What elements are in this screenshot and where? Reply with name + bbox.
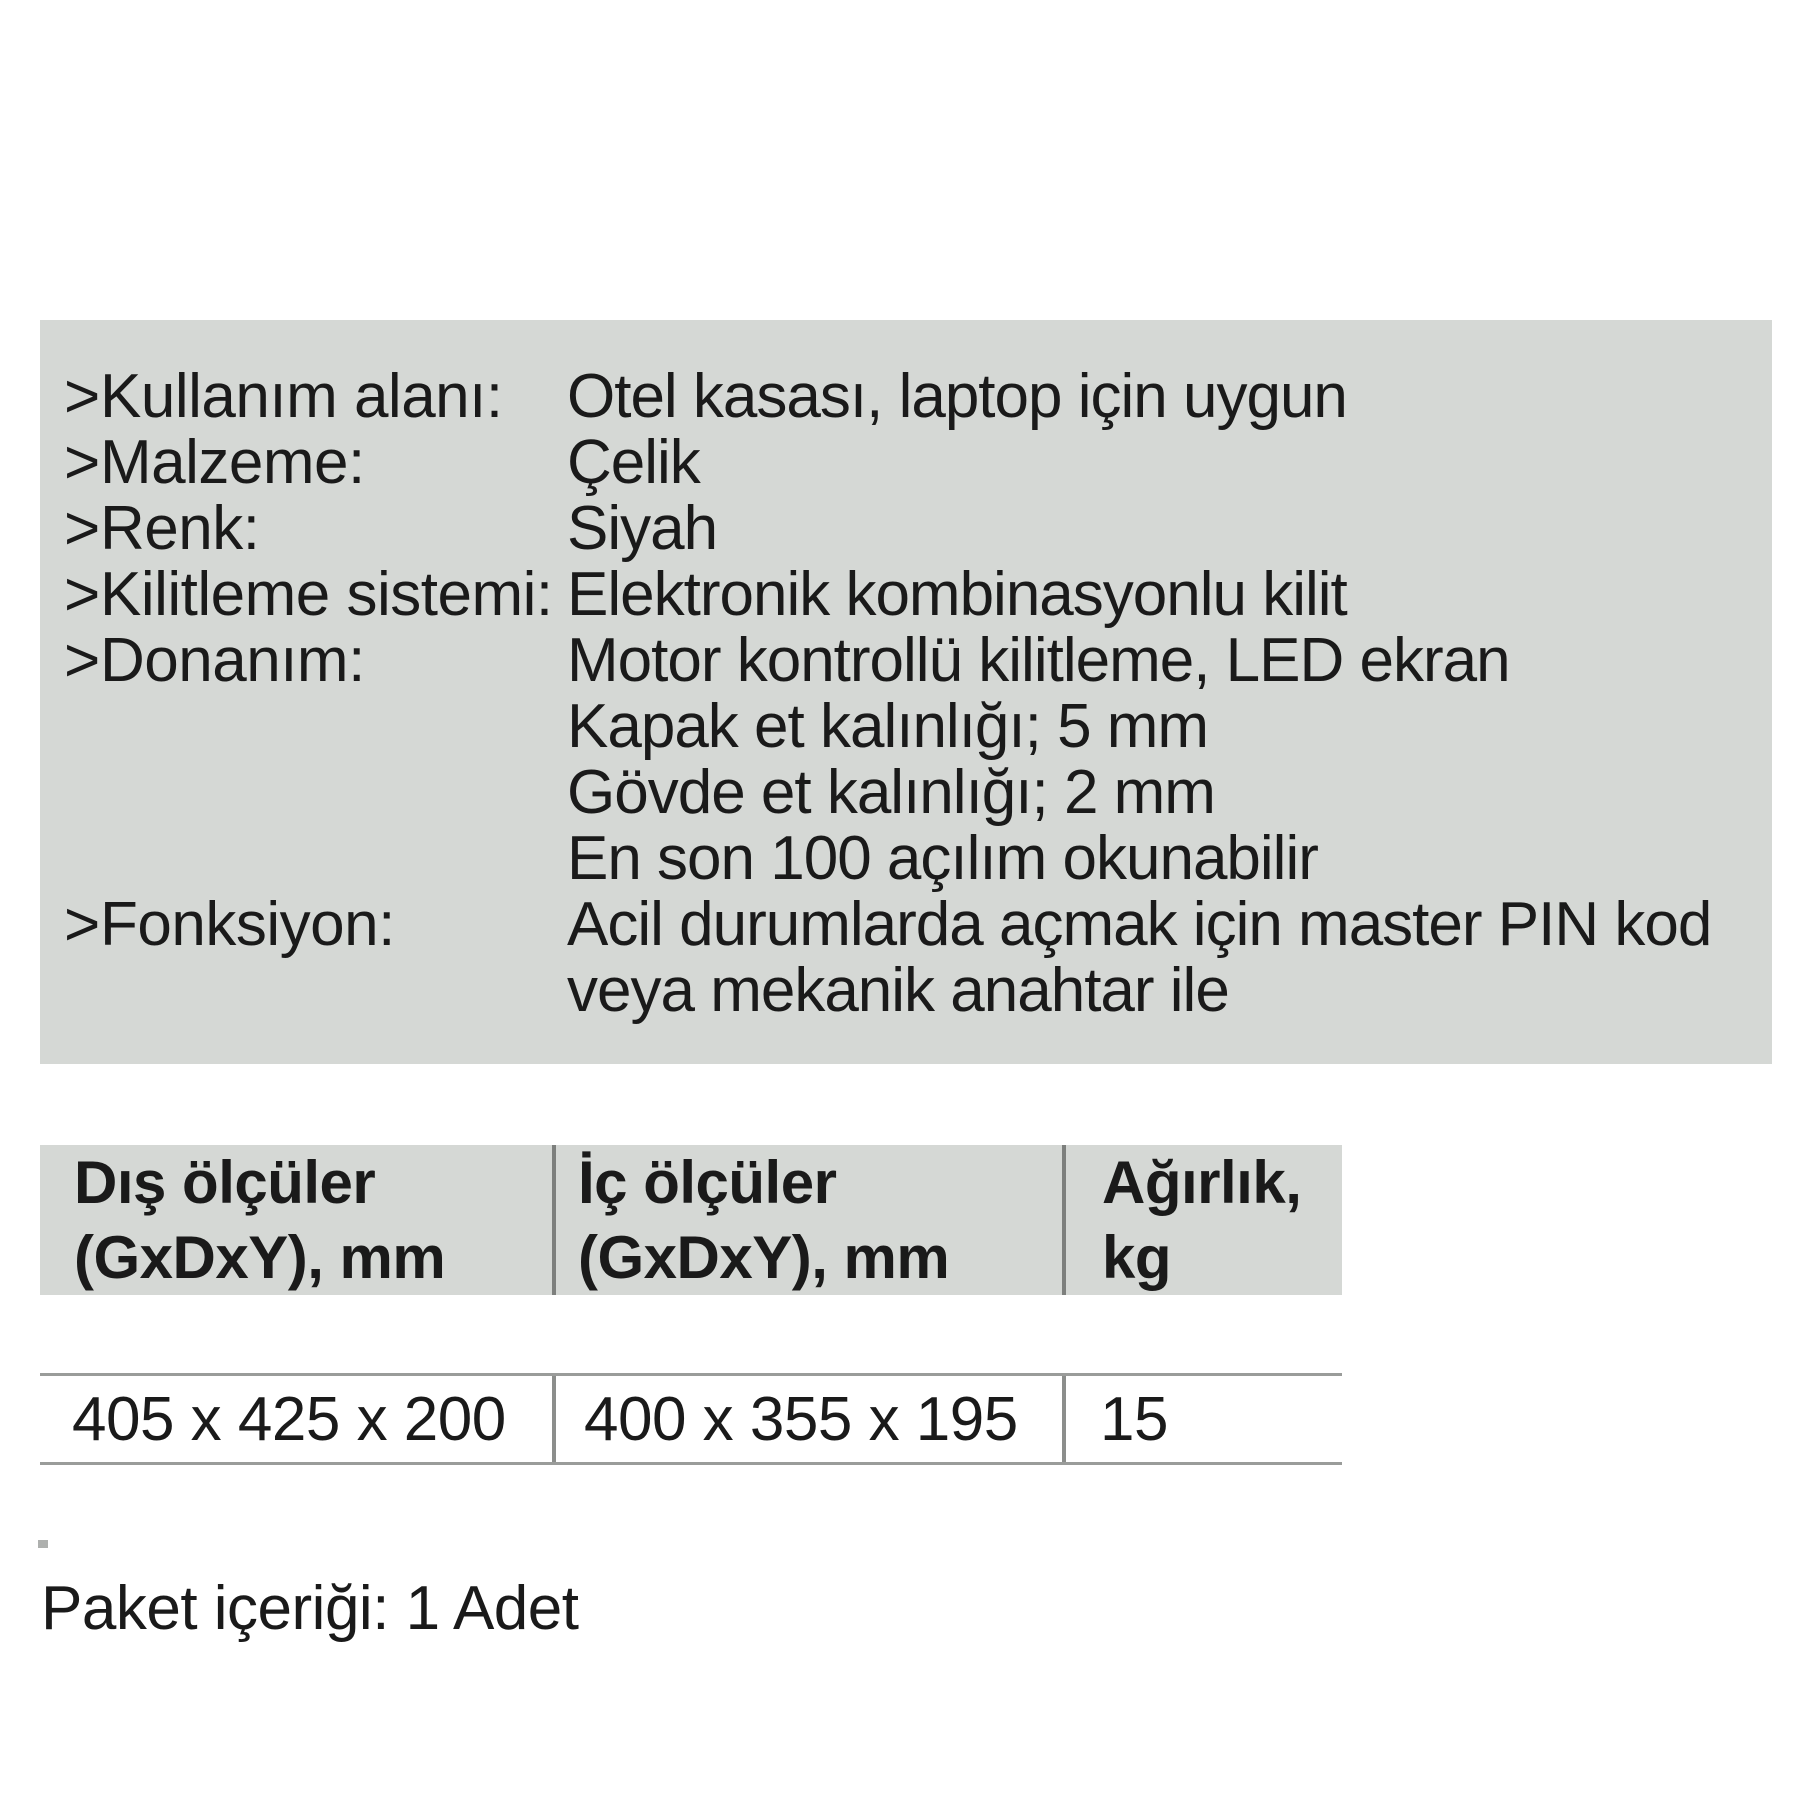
- cell-outer-dimensions: 405 x 425 x 200: [72, 1384, 506, 1454]
- spec-value: [567, 628, 1752, 892]
- spec-value-line: Çelik: [567, 428, 700, 497]
- spec-row-donanim: [64, 628, 1752, 892]
- spec-row-fonksiyon: [64, 892, 1752, 1024]
- spec-label: Fonksiyon:: [100, 890, 395, 959]
- spec-label: Donanım:: [100, 626, 365, 695]
- angle-marker: >: [64, 428, 100, 497]
- spec-panel: [40, 320, 1772, 1064]
- header-cell-weight: Ağırlık, kg: [1062, 1145, 1342, 1295]
- header-cell-outer-dimensions: Dış ölçüler (GxDxY), mm: [74, 1149, 446, 1291]
- spec-label: Renk:: [100, 494, 260, 563]
- spec-row-renk: [64, 496, 1752, 562]
- spec-value-line: Siyah: [567, 494, 718, 563]
- package-contents: Paket içeriği: 1 Adet: [41, 1574, 579, 1643]
- spec-value-line: En son 100 açılım okunabilir: [567, 824, 1318, 893]
- angle-marker: >: [64, 494, 100, 563]
- spec-label: Kullanım alanı:: [100, 362, 503, 431]
- spec-value: [567, 496, 1752, 562]
- spec-row-kilitleme-sistemi: [64, 562, 1752, 628]
- cell-inner-dimensions: 400 x 355 x 195: [552, 1376, 1062, 1462]
- spec-value-line: Motor kontrollü kilitleme, LED ekran: [567, 626, 1510, 695]
- angle-marker: >: [64, 626, 100, 695]
- cell-weight: 15: [1062, 1376, 1342, 1462]
- angle-marker: >: [64, 362, 100, 431]
- spec-value-line: Elektronik kombinasyonlu kilit: [567, 560, 1347, 629]
- spec-row-kullanim-alani: [64, 364, 1752, 430]
- spec-value: [567, 562, 1752, 628]
- spec-value-line: Kapak et kalınlığı; 5 mm: [567, 692, 1209, 761]
- dimensions-table-row: [40, 1373, 1342, 1465]
- spec-label: Malzeme:: [100, 428, 365, 497]
- header-cell-inner-dimensions: İç ölçüler (GxDxY), mm: [552, 1145, 1062, 1295]
- spec-value-line: Acil durumlarda açmak için master PIN kod: [567, 890, 1712, 959]
- spec-row-malzeme: [64, 430, 1752, 496]
- spec-value: [567, 430, 1752, 496]
- spec-label: Kilitleme sistemi:: [100, 560, 553, 629]
- spec-value-line: Gövde et kalınlığı; 2 mm: [567, 758, 1215, 827]
- dimensions-table-header: [40, 1145, 1342, 1295]
- spec-value: [567, 892, 1752, 1024]
- angle-marker: >: [64, 890, 100, 959]
- scan-artifact-dot: [38, 1540, 48, 1548]
- spec-value-line: Otel kasası, laptop için uygun: [567, 362, 1347, 431]
- spec-value: [567, 364, 1752, 430]
- angle-marker: >: [64, 560, 100, 629]
- spec-value-line: veya mekanik anahtar ile: [567, 956, 1229, 1025]
